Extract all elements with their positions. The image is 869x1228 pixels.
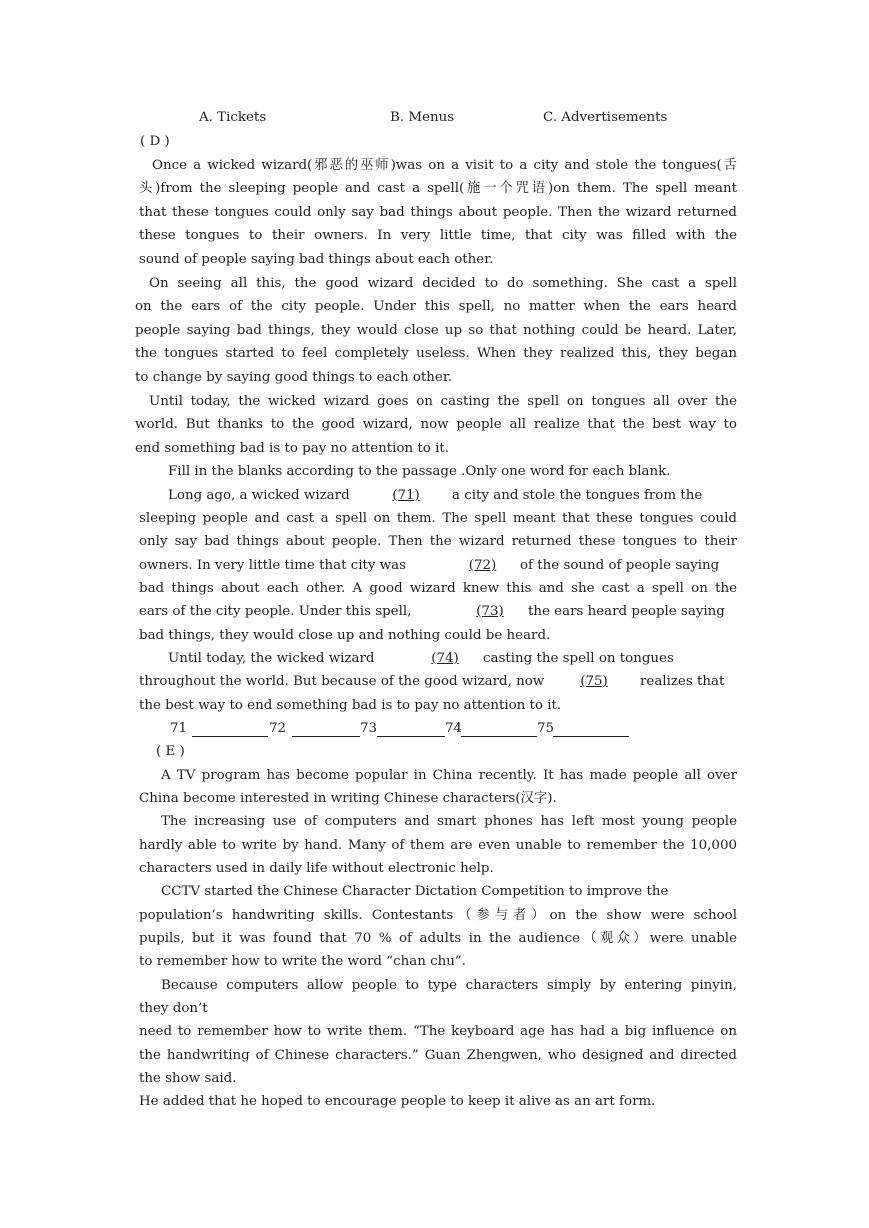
d-p2-line4: the tongues started to feel completely useless. When they realized this, they began [135, 346, 737, 361]
summary-line8b: casting the spell on tongues [483, 651, 674, 666]
e-p3-line4: to remember how to write the word “chan chu”. [139, 954, 466, 969]
e-p4-line6: He added that he hoped to encourage people to keep it alive as an art form. [139, 1094, 656, 1109]
summary-line9a: throughout the world. But because of the good wizard, now [139, 674, 545, 689]
answer-line-73[interactable] [377, 736, 445, 737]
blank-71[interactable]: (71) [392, 488, 420, 503]
d-p1-line3: that these tongues could only say bad things about people. Then the wizard returned [139, 205, 737, 220]
option-b: B. Menus [390, 110, 455, 125]
answer-number-74: 74 [445, 721, 463, 736]
answer-number-73: 73 [360, 721, 378, 736]
e-p4-line4: the handwriting of Chinese characters.” Guan Zhengwen, who designed and directed [139, 1048, 737, 1063]
answer-line-71[interactable] [192, 736, 268, 737]
e-p3-line1: CCTV started the Chinese Character Dictation Competition to improve the [161, 884, 669, 899]
d-p1-line2: 头)from the sleeping people and cast a spell(施一个咒语)on them. The spell meant [139, 181, 737, 196]
d-p1-line5: sound of people saying bad things about each other. [139, 252, 494, 267]
blank-75[interactable]: (75) [580, 674, 608, 689]
answer-number-72: 72 [269, 721, 287, 736]
d-p3-line1: Until today, the wicked wizard goes on casting the spell on tongues all over the [149, 394, 737, 409]
summary-line1b: a city and stole the tongues from the [452, 488, 703, 503]
e-p3-line3: pupils, but it was found that 70 % of adults in the audience（观众）were unable [139, 931, 737, 946]
answer-number-71: 71 [170, 721, 188, 736]
summary-line8a: Until today, the wicked wizard [168, 651, 375, 666]
summary-line2: sleeping people and cast a spell on them. The spell meant that these tongues could [139, 511, 737, 526]
summary-line4a: owners. In very little time that city was [139, 558, 407, 573]
e-p4-line3: need to remember how to write them. “The keyboard age has had a big influence on [139, 1024, 737, 1039]
answer-line-72[interactable] [292, 736, 360, 737]
e-p3-line2: population’s handwriting skills. Contestants（参与者）on the show were school [139, 908, 737, 923]
summary-line1a: Long ago, a wicked wizard [168, 488, 350, 503]
blank-73[interactable]: (73) [476, 604, 504, 619]
e-p4-line2: they don’t [139, 1001, 208, 1016]
e-p2-line1: The increasing use of computers and smart phones has left most young people [161, 814, 737, 829]
option-c: C. Advertisements [543, 110, 668, 125]
summary-line9b: realizes that [640, 674, 725, 689]
d-p2-line5: to change by saying good things to each other. [135, 370, 453, 385]
answer-number-75: 75 [537, 721, 555, 736]
option-a: A. Tickets [199, 110, 267, 125]
e-p4-line1: Because computers allow people to type characters simply by entering pinyin, [161, 978, 737, 993]
e-p1-line1: A TV program has become popular in China recently. It has made people all over [161, 768, 737, 783]
d-p2-line2: on the ears of the city people. Under this spell, no matter when the ears heard [135, 299, 737, 314]
d-p1-line1: Once a wicked wizard(邪恶的巫师)was on a visit to a city and stole the tongues(舌 [152, 158, 737, 173]
d-p1-line4: these tongues to their owners. In very little time, that city was filled with the [139, 228, 737, 243]
section-e-label: ( E ) [156, 744, 185, 759]
summary-line6b: the ears heard people saying [528, 604, 725, 619]
e-p2-line3: characters used in daily life without electronic help. [139, 861, 494, 876]
e-p1-line2: China become interested in writing Chinese characters(汉字). [139, 791, 557, 806]
summary-line6a: ears of the city people. Under this spell, [139, 604, 412, 619]
e-p4-line5: the show said. [139, 1071, 237, 1086]
summary-line4b: of the sound of people saying [520, 558, 720, 573]
summary-line7: bad things, they would close up and nothing could be heard. [139, 628, 551, 643]
d-instruction: Fill in the blanks according to the passage .Only one word for each blank. [168, 464, 671, 479]
e-p2-line2: hardly able to write by hand. Many of them are even unable to remember the 10,000 [139, 838, 737, 853]
d-p3-line2: world. But thanks to the good wizard, now people all realize that the best way to [135, 417, 737, 432]
summary-line10: the best way to end something bad is to pay no attention to it. [139, 698, 562, 713]
answer-line-74[interactable] [461, 736, 537, 737]
d-p2-line1: On seeing all this, the good wizard decided to do something. She cast a spell [149, 276, 737, 291]
blank-72[interactable]: (72) [468, 558, 497, 573]
d-p2-line3: people saying bad things, they would close up so that nothing could be heard. Later, [135, 323, 737, 338]
answer-line-75[interactable] [553, 736, 629, 737]
blank-74[interactable]: (74) [431, 651, 459, 666]
d-p3-line3: end something bad is to pay no attention to it. [135, 441, 450, 456]
summary-line3: only say bad things about people. Then the wizard returned these tongues to their [139, 534, 737, 549]
summary-line5: bad things about each other. A good wizard knew this and she cast a spell on the [139, 581, 737, 596]
section-d-label: ( D ) [140, 134, 170, 149]
